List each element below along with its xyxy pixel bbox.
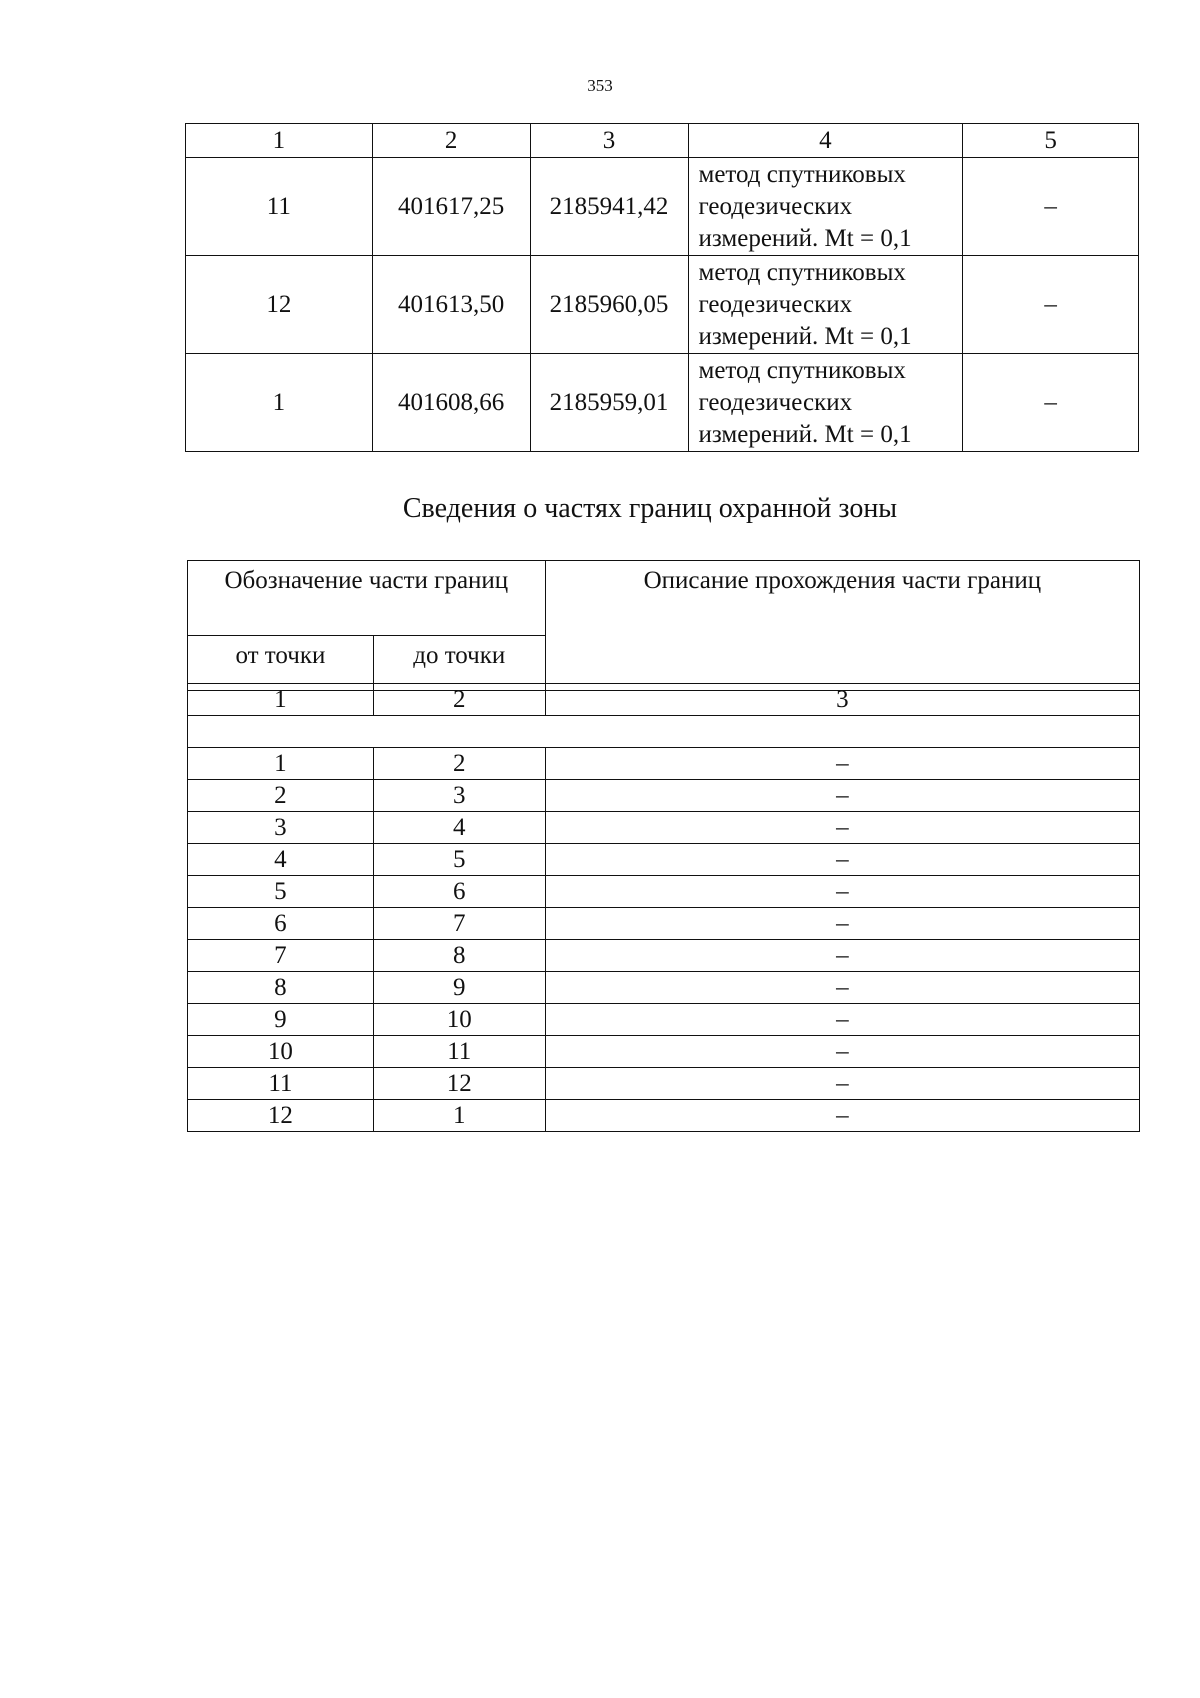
from-point: 10 [188,1036,374,1068]
blank-cell [188,716,1140,748]
method-description [688,158,963,256]
from-point: 11 [188,1068,374,1100]
table-row [188,1100,1140,1132]
table-row [188,908,1140,940]
table-row [188,748,1140,780]
coordinate-y: 2185960,05 [530,256,688,354]
coordinate-y: 2185959,01 [530,354,688,452]
column-number: 2 [373,684,545,716]
to-point: 3 [373,780,545,812]
table-row [188,1004,1140,1036]
method-line: геодезических [698,290,853,318]
from-point: 2 [188,780,374,812]
from-point: 1 [188,748,374,780]
to-point: 12 [373,1068,545,1100]
from-point: 3 [188,812,374,844]
part-description: – [545,1068,1139,1100]
to-point: 2 [373,748,545,780]
coordinate-x: 401608,66 [372,354,530,452]
section-title: Сведения о частях границ охранной зоны [402,493,898,524]
method-line: метод спутниковых [698,258,906,286]
part-description: – [545,908,1139,940]
table-row [188,1068,1140,1100]
to-point: 10 [373,1004,545,1036]
column-number: 4 [688,124,963,158]
column-number: 1 [186,124,373,158]
note-cell: – [963,354,1139,452]
to-point: 9 [373,972,545,1004]
method-description [688,354,963,452]
from-point-header: от точки [188,636,374,691]
part-description: – [545,876,1139,908]
parts-table-header [187,560,1140,691]
table-row [188,844,1140,876]
point-number: 1 [186,354,373,452]
blank-row [188,716,1140,748]
method-line: метод спутниковых [698,356,906,384]
part-description: – [545,748,1139,780]
note-cell: – [963,158,1139,256]
part-description: – [545,1004,1139,1036]
table-row [188,940,1140,972]
from-point: 4 [188,844,374,876]
to-point: 5 [373,844,545,876]
to-point: 7 [373,908,545,940]
to-point: 4 [373,812,545,844]
column-number: 1 [188,684,374,716]
point-number: 11 [186,158,373,256]
column-number: 5 [963,124,1139,158]
method-line: геодезических [698,388,853,416]
coordinate-x: 401613,50 [372,256,530,354]
method-line: метод спутниковых [698,160,906,188]
part-description: – [545,812,1139,844]
point-number: 12 [186,256,373,354]
table-row [188,876,1140,908]
table-row [188,972,1140,1004]
part-description: – [545,1100,1139,1132]
table-row [188,812,1140,844]
to-point-header: до точки [373,636,545,691]
description-header: Описание прохождения части границ [545,561,1139,691]
parts-table [187,683,1140,1132]
part-description: – [545,972,1139,1004]
column-number: 2 [372,124,530,158]
table-row [188,780,1140,812]
part-description: – [545,844,1139,876]
from-point: 12 [188,1100,374,1132]
table-row [186,354,1139,452]
from-point: 6 [188,908,374,940]
from-point: 8 [188,972,374,1004]
to-point: 1 [373,1100,545,1132]
part-description: – [545,780,1139,812]
to-point: 6 [373,876,545,908]
parts-rows [188,748,1140,1132]
coordinate-y: 2185941,42 [530,158,688,256]
part-description: – [545,940,1139,972]
method-description [688,256,963,354]
from-point: 9 [188,1004,374,1036]
to-point: 8 [373,940,545,972]
from-point: 5 [188,876,374,908]
table-row [186,158,1139,256]
table-row [188,1036,1140,1068]
designation-header: Обозначение части границ [188,561,546,636]
to-point: 11 [373,1036,545,1068]
column-number: 3 [545,684,1139,716]
method-line: измерений. Mt = 0,1 [698,420,912,448]
part-description: – [545,1036,1139,1068]
page-number: 353 [587,76,613,95]
note-cell: – [963,256,1139,354]
table-row [186,256,1139,354]
column-number-row [188,684,1140,716]
method-line: измерений. Mt = 0,1 [698,224,912,252]
coordinates-table [185,123,1139,452]
column-number: 3 [530,124,688,158]
coordinate-x: 401617,25 [372,158,530,256]
coordinates-header-row [186,124,1139,158]
method-line: измерений. Mt = 0,1 [698,322,912,350]
from-point: 7 [188,940,374,972]
method-line: геодезических [698,192,853,220]
